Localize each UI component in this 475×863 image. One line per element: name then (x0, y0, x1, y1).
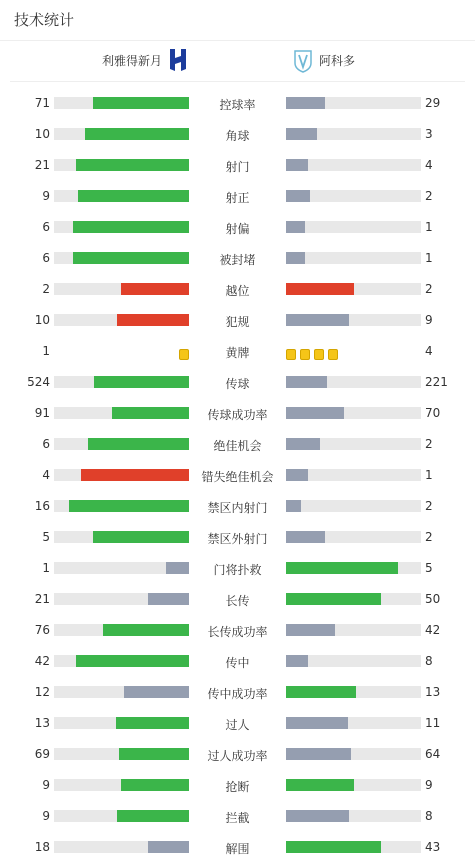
home-stat-bar (54, 717, 189, 729)
away-stat-value: 5 (425, 561, 433, 575)
away-stat-bar-fill (286, 376, 327, 388)
away-stat-bar (286, 500, 421, 512)
away-stat-value: 9 (425, 313, 433, 327)
yellow-card-icon (300, 349, 310, 360)
home-stat-bar-fill (116, 717, 189, 729)
away-stat-bar (286, 438, 421, 450)
home-stat-value: 5 (42, 530, 50, 544)
stat-label: 绝佳机会 (213, 439, 262, 453)
stat-label: 角球 (225, 129, 250, 143)
away-stat-value: 1 (425, 468, 433, 482)
stat-row (0, 398, 475, 429)
away-stat-bar (286, 841, 421, 853)
away-stat-bar-fill (286, 593, 381, 605)
home-team-logo-icon[interactable] (167, 47, 189, 73)
home-stat-value: 524 (27, 375, 50, 389)
home-stat-value: 6 (42, 437, 50, 451)
stat-label: 黄牌 (225, 346, 250, 360)
away-stat-bar (286, 562, 421, 574)
stat-row (0, 460, 475, 491)
home-stat-bar (54, 841, 189, 853)
away-stat-value: 70 (425, 406, 441, 420)
stat-row (0, 522, 475, 553)
away-stat-bar-fill (286, 252, 305, 264)
home-stat-bar (54, 438, 189, 450)
home-stat-bar (54, 407, 189, 419)
stat-row (0, 553, 475, 584)
home-stat-bar-fill (94, 376, 189, 388)
away-stat-value: 1 (425, 251, 433, 265)
stat-label: 控球率 (219, 98, 256, 112)
home-stat-bar (54, 283, 189, 295)
home-stat-bar-fill (78, 190, 189, 202)
home-stat-value: 18 (34, 840, 50, 854)
home-stat-bar-fill (148, 841, 189, 853)
home-stat-value: 10 (34, 313, 50, 327)
away-stat-bar (286, 469, 421, 481)
away-stat-bar-fill (286, 748, 351, 760)
yellow-card-icon (314, 349, 324, 360)
home-stat-bar-fill (121, 779, 189, 791)
away-stat-value: 64 (425, 747, 441, 761)
away-stat-bar (286, 128, 421, 140)
home-team-name[interactable]: 利雅得新月 (102, 54, 163, 68)
away-stat-bar (286, 748, 421, 760)
home-stat-value: 9 (42, 778, 50, 792)
stat-label: 门将扑救 (213, 563, 262, 577)
away-stat-bar (286, 810, 421, 822)
away-stat-bar-fill (286, 438, 320, 450)
home-stat-bar (54, 190, 189, 202)
away-stat-value: 2 (425, 282, 433, 296)
yellow-card-icon (179, 349, 189, 360)
stat-row (0, 646, 475, 677)
away-team-logo-icon[interactable] (293, 49, 313, 73)
home-stat-value: 91 (34, 406, 50, 420)
home-stat-bar-fill (76, 655, 189, 667)
stat-label: 禁区外射门 (207, 532, 268, 546)
home-stat-bar-fill (93, 97, 189, 109)
away-stat-bar (286, 686, 421, 698)
home-stat-bar (54, 221, 189, 233)
away-stat-value: 8 (425, 654, 433, 668)
stat-row (0, 212, 475, 243)
home-stat-value: 71 (34, 96, 50, 110)
away-stat-bar-fill (286, 841, 381, 853)
stat-row (0, 88, 475, 119)
home-stat-value: 21 (34, 158, 50, 172)
away-stat-value: 43 (425, 840, 441, 854)
away-stat-value: 9 (425, 778, 433, 792)
away-stat-value: 1 (425, 220, 433, 234)
home-stat-bar-fill (166, 562, 189, 574)
home-stat-bar (54, 128, 189, 140)
home-stat-bar (54, 500, 189, 512)
home-stat-bar (54, 314, 189, 326)
home-stat-value: 6 (42, 220, 50, 234)
stat-row (0, 832, 475, 863)
home-stat-bar-fill (76, 159, 189, 171)
home-stat-value: 9 (42, 809, 50, 823)
home-stat-value: 12 (34, 685, 50, 699)
stat-row (0, 491, 475, 522)
home-stat-bar-fill (148, 593, 189, 605)
home-stat-bar-fill (103, 624, 189, 636)
home-stat-bar (54, 159, 189, 171)
away-stat-bar-fill (286, 221, 305, 233)
stat-label: 犯规 (225, 315, 250, 329)
away-stat-bar (286, 314, 421, 326)
home-stat-bar (54, 779, 189, 791)
stat-label: 射正 (225, 191, 250, 205)
home-stat-bar-fill (69, 500, 189, 512)
home-stat-value: 21 (34, 592, 50, 606)
away-stat-value: 4 (425, 344, 433, 358)
away-stat-bar-fill (286, 407, 344, 419)
home-stat-bar (54, 376, 189, 388)
away-stat-bar (286, 97, 421, 109)
home-stat-bar-fill (88, 438, 189, 450)
stat-label: 长传 (225, 594, 250, 608)
away-stat-bar (286, 531, 421, 543)
away-stat-bar-fill (286, 624, 335, 636)
stat-row (0, 367, 475, 398)
away-stat-value: 2 (425, 499, 433, 513)
away-stat-bar-fill (286, 128, 317, 140)
stat-label: 过人 (225, 718, 250, 732)
away-stat-bar (286, 593, 421, 605)
home-stat-bar-fill (117, 314, 189, 326)
stat-label: 解围 (225, 842, 250, 856)
home-stat-bar-fill (121, 283, 189, 295)
stat-label: 射门 (225, 160, 250, 174)
stat-row (0, 150, 475, 181)
stat-row (0, 615, 475, 646)
away-stat-bar-fill (286, 469, 308, 481)
stat-row (0, 739, 475, 770)
away-stat-bar (286, 624, 421, 636)
home-stat-value: 9 (42, 189, 50, 203)
away-stat-bar-fill (286, 779, 354, 791)
home-stat-bar-fill (81, 469, 189, 481)
away-stat-value: 2 (425, 189, 433, 203)
home-stat-value: 16 (34, 499, 50, 513)
home-stat-bar (54, 469, 189, 481)
away-stat-value: 3 (425, 127, 433, 141)
home-stat-bar-fill (124, 686, 189, 698)
stat-row (0, 429, 475, 460)
home-stat-bar (54, 624, 189, 636)
home-stat-bar-fill (112, 407, 189, 419)
stat-row (0, 708, 475, 739)
stat-row (0, 119, 475, 150)
home-stat-value: 1 (42, 561, 50, 575)
stat-row (0, 770, 475, 801)
home-stat-value: 42 (34, 654, 50, 668)
home-stat-bar (54, 593, 189, 605)
away-stat-bar (286, 283, 421, 295)
home-stat-bar-fill (73, 221, 189, 233)
yellow-card-icon (286, 349, 296, 360)
away-stat-bar (286, 252, 421, 264)
stat-label: 禁区内射门 (207, 501, 268, 515)
away-stat-bar-fill (286, 190, 310, 202)
away-stat-bar (286, 407, 421, 419)
away-stat-bar-fill (286, 810, 349, 822)
away-stat-bar (286, 190, 421, 202)
home-stat-value: 69 (34, 747, 50, 761)
stat-label: 抢断 (225, 780, 250, 794)
home-stat-bar (54, 810, 189, 822)
stat-row (0, 336, 475, 367)
away-stat-value: 2 (425, 437, 433, 451)
away-stat-value: 8 (425, 809, 433, 823)
away-stat-bar-fill (286, 283, 354, 295)
away-stat-bar (286, 779, 421, 791)
home-stat-value: 76 (34, 623, 50, 637)
away-stat-bar-fill (286, 314, 349, 326)
home-stat-value: 1 (42, 344, 50, 358)
away-stat-bar (286, 376, 421, 388)
away-stat-bar (286, 655, 421, 667)
away-stat-value: 42 (425, 623, 441, 637)
stat-label: 传球成功率 (207, 408, 268, 422)
stat-label: 被封堵 (219, 253, 256, 267)
home-stat-bar (54, 748, 189, 760)
away-stat-bar (286, 221, 421, 233)
away-stat-bar-fill (286, 97, 325, 109)
away-stat-value: 11 (425, 716, 441, 730)
stat-label: 传中成功率 (207, 687, 268, 701)
home-stat-bar (54, 655, 189, 667)
stat-row (0, 584, 475, 615)
stat-label: 错失绝佳机会 (201, 470, 274, 484)
away-stat-bar-fill (286, 562, 398, 574)
away-stat-value: 13 (425, 685, 441, 699)
yellow-card-icon (328, 349, 338, 360)
home-stat-bar-fill (117, 810, 189, 822)
home-stat-bar-fill (85, 128, 189, 140)
stat-row (0, 801, 475, 832)
stat-label: 长传成功率 (207, 625, 268, 639)
away-stat-value: 50 (425, 592, 441, 606)
away-stat-value: 2 (425, 530, 433, 544)
team-header (10, 41, 465, 82)
away-stat-value: 29 (425, 96, 441, 110)
home-stat-bar-fill (119, 748, 189, 760)
away-stat-bar-fill (286, 159, 308, 171)
away-stat-value: 221 (425, 375, 448, 389)
stat-label: 射偏 (225, 222, 250, 236)
home-stat-bar (54, 562, 189, 574)
home-stat-value: 2 (42, 282, 50, 296)
away-stat-bar-fill (286, 500, 301, 512)
home-stat-bar-fill (93, 531, 189, 543)
away-stat-bar (286, 159, 421, 171)
stat-label: 越位 (225, 284, 250, 298)
home-stat-bar (54, 252, 189, 264)
away-stat-bar-fill (286, 655, 308, 667)
stat-row (0, 274, 475, 305)
stat-label: 传球 (225, 377, 250, 391)
home-stat-value: 10 (34, 127, 50, 141)
home-stat-value: 13 (34, 716, 50, 730)
away-stat-bar-fill (286, 686, 356, 698)
stat-row (0, 243, 475, 274)
stat-label: 拦截 (225, 811, 250, 825)
stat-row (0, 305, 475, 336)
stat-label: 过人成功率 (207, 749, 268, 763)
away-stat-bar (286, 717, 421, 729)
away-yellow-cards (286, 345, 342, 357)
stat-label: 传中 (225, 656, 250, 670)
home-yellow-cards (175, 345, 189, 357)
home-stat-bar (54, 686, 189, 698)
page-title: 技术统计 (0, 0, 475, 41)
stat-row (0, 181, 475, 212)
away-team-name[interactable]: 阿科多 (319, 54, 356, 68)
home-stat-bar (54, 97, 189, 109)
away-stat-value: 4 (425, 158, 433, 172)
home-stat-bar (54, 531, 189, 543)
away-stat-bar-fill (286, 531, 325, 543)
home-stat-bar-fill (73, 252, 189, 264)
home-stat-value: 4 (42, 468, 50, 482)
home-stat-value: 6 (42, 251, 50, 265)
stat-row (0, 677, 475, 708)
away-stat-bar-fill (286, 717, 348, 729)
